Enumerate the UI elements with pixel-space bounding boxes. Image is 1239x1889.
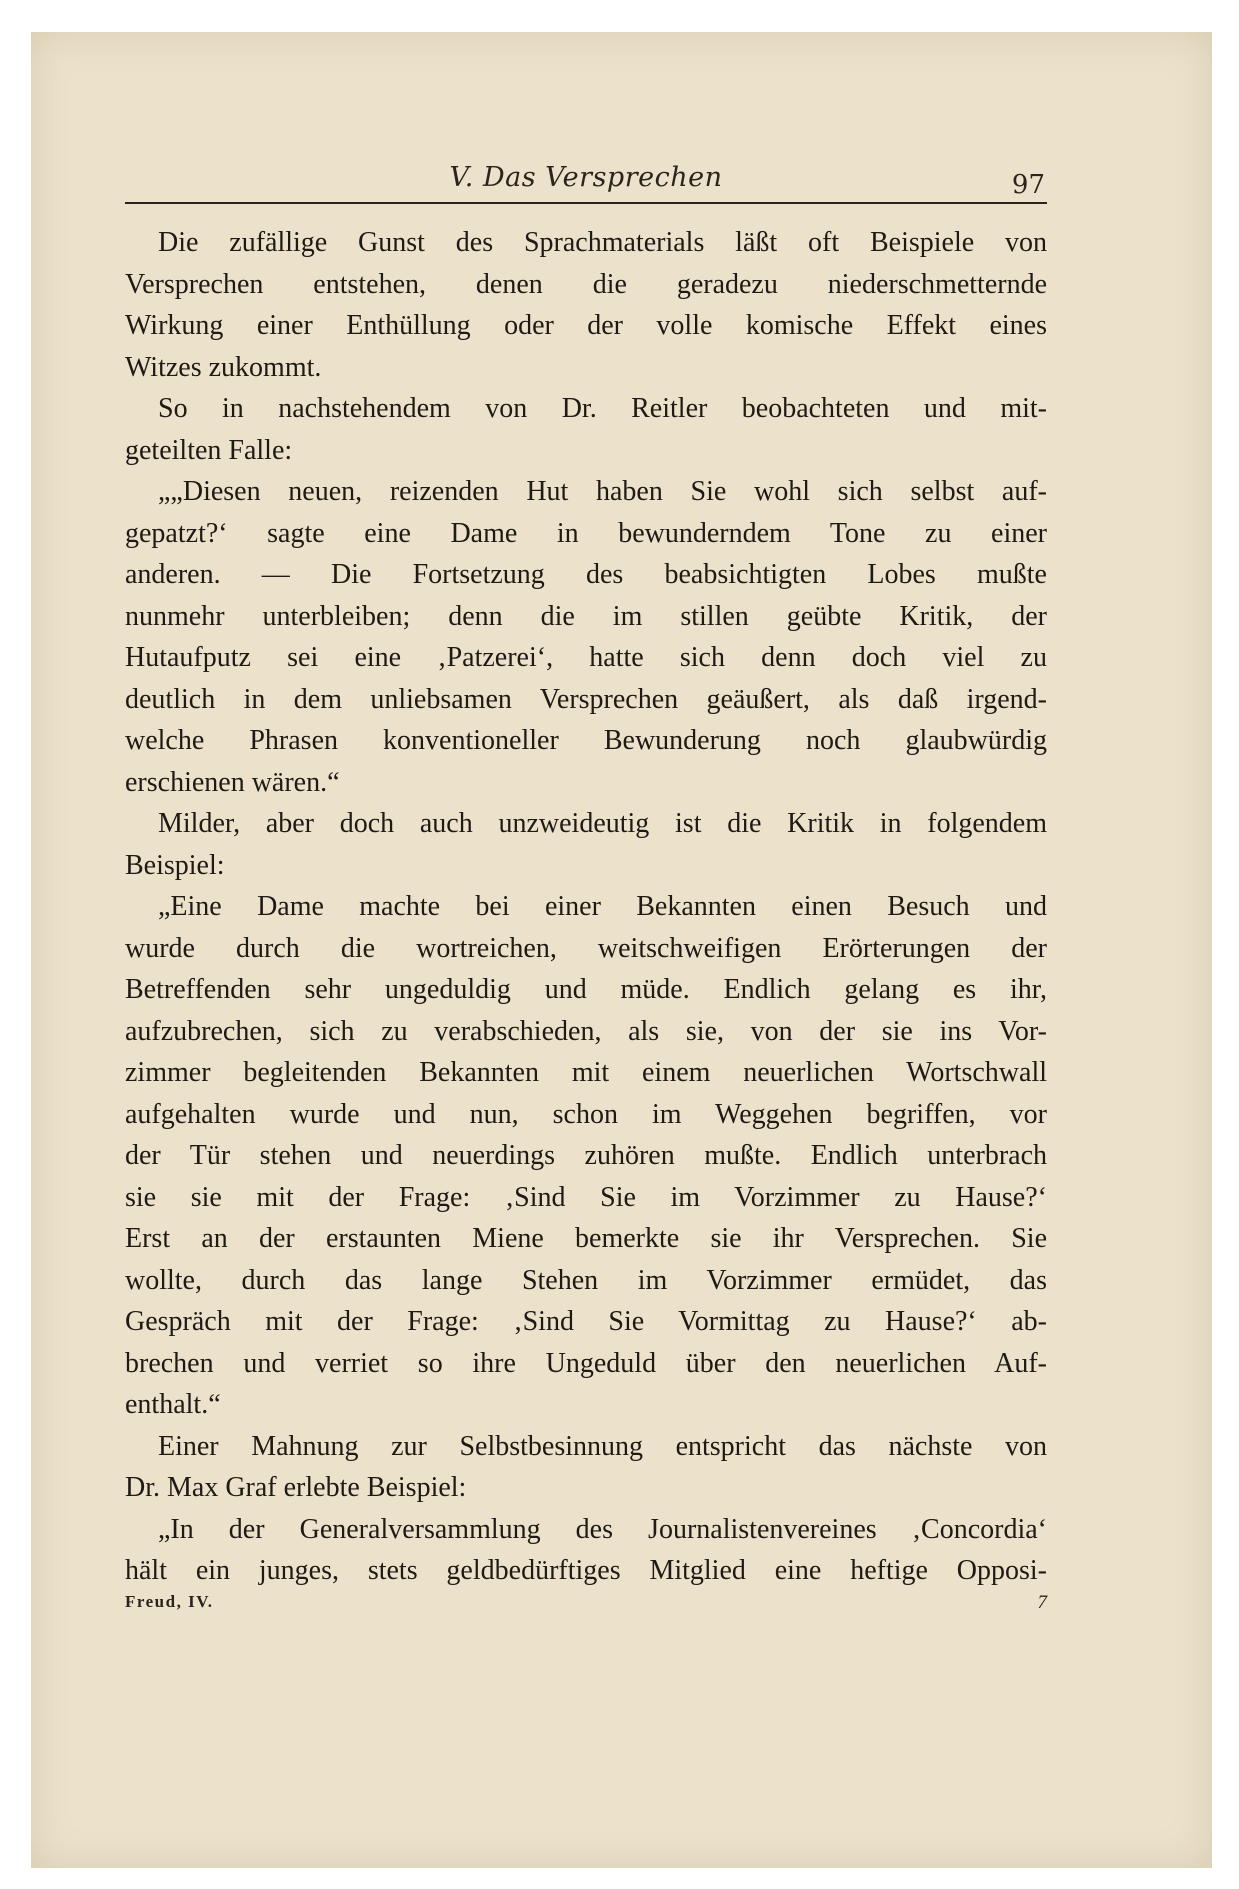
text-line: sie sie mit der Frage: ‚Sind Sie im Vorzimmer zu Hause?‘ (125, 1181, 1047, 1213)
text-line: Dr. Max Graf erlebte Beispiel: (125, 1472, 467, 1503)
text-line: der Tür stehen und neuerdings zuhören mußte. Endlich unterbrach (125, 1140, 1047, 1171)
text-line: „In der Generalversammlung des Journalistenvereines ‚Concordia‘ (158, 1513, 1047, 1545)
sheet-number: 7 (1037, 1592, 1047, 1613)
text-line: welche Phrasen konventioneller Bewunderung noch glaubwürdig (125, 725, 1047, 756)
running-title: V. Das Versprechen (449, 162, 723, 193)
text-line: Milder, aber doch auch unzweideutig ist die Kritik in folgendem (158, 808, 1047, 839)
page-number: 97 (1011, 170, 1045, 200)
text-line: aufgehalten wurde und nun, schon im Weggehen begriffen, vor (125, 1098, 1047, 1130)
body-text (125, 222, 1047, 1592)
text-line: So in nachstehendem von Dr. Reitler beobachteten und mit- (158, 393, 1047, 424)
text-line: wollte, durch das lange Stehen im Vorzimmer ermüdet, das (125, 1264, 1047, 1296)
text-line: enthalt.“ (125, 1389, 221, 1420)
text-line: zimmer begleitenden Bekannten mit einem neuerlichen Wortschwall (125, 1057, 1047, 1088)
text-line: deutlich in dem unliebsamen Versprechen geäußert, als daß irgend- (125, 683, 1047, 715)
text-line: anderen. — Die Fortsetzung des beabsichtigten Lobes mußte (125, 559, 1047, 590)
text-line: brechen und verriet so ihre Ungeduld über den neuerlichen Auf- (125, 1347, 1047, 1379)
printer-signature: Freud, IV. (125, 1592, 214, 1611)
text-line: gepatzt?‘ sagte eine Dame in bewunderndem Tone zu einer (125, 517, 1047, 549)
text-line: Gespräch mit der Frage: ‚Sind Sie Vormittag zu Hause?‘ ab- (125, 1306, 1047, 1337)
text-line: Hutaufputz sei eine ‚Patzerei‘, hatte sich denn doch viel zu (125, 642, 1047, 673)
text-line: Witzes zukommt. (125, 351, 322, 383)
text-line: hält ein junges, stets geldbedürftiges Mitglied eine heftige Opposi- (125, 1555, 1047, 1586)
page-footer (125, 1592, 1047, 1622)
text-line: „Eine Dame machte bei einer Bekannten einen Besuch und (158, 891, 1047, 922)
text-line: aufzubrechen, sich zu verabschieden, als sie, von der sie ins Vor- (125, 1015, 1047, 1047)
text-line: Betreffenden sehr ungeduldig und müde. Endlich gelang es ihr, (125, 974, 1047, 1005)
text-line: Versprechen entstehen, denen die geradezu niederschmetternde (125, 268, 1047, 300)
text-line: wurde durch die wortreichen, weitschweifigen Erörterungen der (125, 932, 1047, 964)
text-line: „„Diesen neuen, reizenden Hut haben Sie wohl sich selbst auf- (158, 476, 1047, 507)
page-header (125, 158, 1047, 204)
text-line: Beispiel: (125, 849, 225, 881)
text-line: geteilten Falle: (125, 434, 293, 466)
text-line: Einer Mahnung zur Selbstbesinnung entspricht das nächste von (158, 1430, 1047, 1462)
text-line: Die zufällige Gunst des Sprachmaterials läßt oft Beispiele von (158, 227, 1047, 258)
text-line: Wirkung einer Enthüllung oder der volle komische Effekt eines (125, 310, 1047, 341)
text-line: nunmehr unterbleiben; denn die im stillen geübte Kritik, der (125, 600, 1047, 632)
text-line: Erst an der erstaunten Miene bemerkte sie ihr Versprechen. Sie (125, 1223, 1047, 1254)
text-line: erschienen wären.“ (125, 766, 340, 798)
